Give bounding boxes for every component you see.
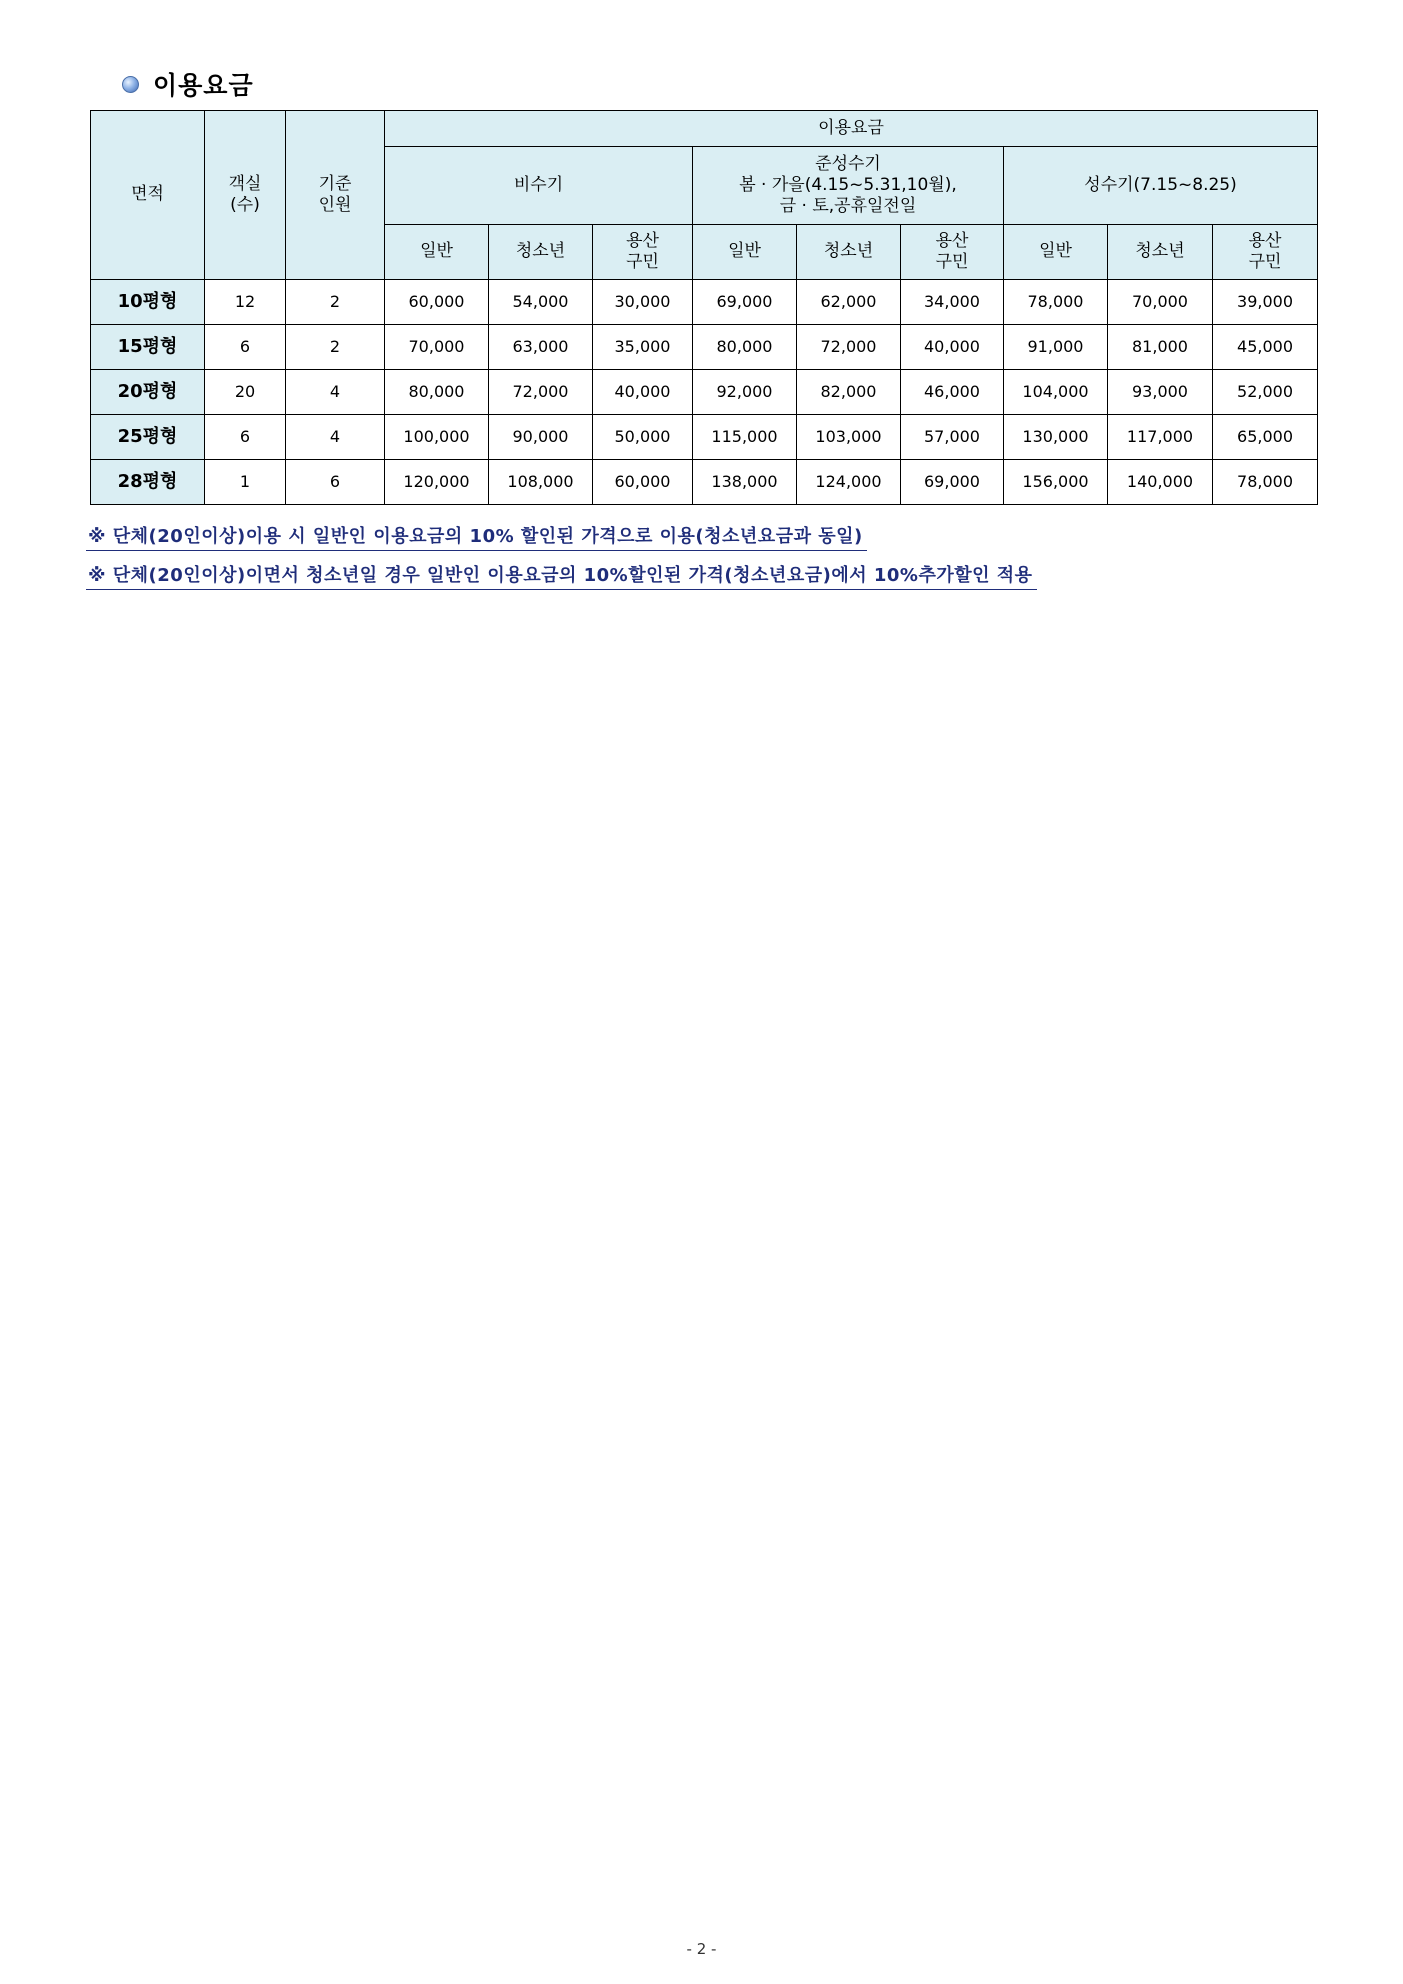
header-general: 일반	[1004, 225, 1108, 280]
price-cell: 130,000	[1004, 415, 1108, 460]
price-cell: 156,000	[1004, 460, 1108, 505]
price-cell: 70,000	[385, 325, 489, 370]
table-row	[91, 415, 1318, 460]
header-mid-season: 준성수기 봄 · 가을(4.15~5.31,10월), 금 · 토,공휴일전일	[693, 147, 1004, 225]
price-cell: 30,000	[593, 280, 693, 325]
section-title-text: 이용요금	[153, 71, 254, 100]
price-cell: 81,000	[1108, 325, 1213, 370]
price-cell: 69,000	[901, 460, 1004, 505]
header-off-season: 비수기	[385, 147, 693, 225]
price-cell: 92,000	[693, 370, 797, 415]
price-cell: 70,000	[1108, 280, 1213, 325]
header-area: 면적	[91, 111, 205, 280]
note-group-discount: ※ 단체(20인이상)이용 시 일반인 이용요금의 10% 할인된 가격으로 이용(청소년요금과 동일)	[86, 522, 867, 551]
price-cell: 72,000	[797, 325, 901, 370]
header-youth: 청소년	[489, 225, 593, 280]
area-cell: 20평형	[91, 370, 205, 415]
price-cell: 45,000	[1213, 325, 1318, 370]
table-row	[91, 280, 1318, 325]
table-row	[91, 325, 1318, 370]
circle-bullet-icon	[122, 76, 139, 93]
area-cell: 15평형	[91, 325, 205, 370]
price-cell: 46,000	[901, 370, 1004, 415]
rooms-cell: 6	[205, 415, 286, 460]
price-cell: 57,000	[901, 415, 1004, 460]
header-fee: 이용요금	[385, 111, 1318, 147]
price-cell: 100,000	[385, 415, 489, 460]
price-cell: 40,000	[593, 370, 693, 415]
price-cell: 104,000	[1004, 370, 1108, 415]
area-cell: 10평형	[91, 280, 205, 325]
price-cell: 93,000	[1108, 370, 1213, 415]
header-peak-season: 성수기(7.15~8.25)	[1004, 147, 1318, 225]
standard-persons-cell: 4	[286, 415, 385, 460]
price-cell: 40,000	[901, 325, 1004, 370]
price-cell: 115,000	[693, 415, 797, 460]
table-row	[91, 460, 1318, 505]
price-cell: 90,000	[489, 415, 593, 460]
table-row	[91, 370, 1318, 415]
price-cell: 34,000	[901, 280, 1004, 325]
price-cell: 72,000	[489, 370, 593, 415]
header-youth: 청소년	[1108, 225, 1213, 280]
price-cell: 78,000	[1004, 280, 1108, 325]
price-cell: 80,000	[693, 325, 797, 370]
price-cell: 35,000	[593, 325, 693, 370]
price-cell: 124,000	[797, 460, 901, 505]
price-cell: 78,000	[1213, 460, 1318, 505]
price-cell: 117,000	[1108, 415, 1213, 460]
header-general: 일반	[693, 225, 797, 280]
price-cell: 62,000	[797, 280, 901, 325]
price-cell: 50,000	[593, 415, 693, 460]
price-cell: 103,000	[797, 415, 901, 460]
price-cell: 108,000	[489, 460, 593, 505]
price-cell: 69,000	[693, 280, 797, 325]
header-resident: 용산 구민	[593, 225, 693, 280]
page-number: - 2 -	[686, 1940, 717, 1958]
rooms-cell: 6	[205, 325, 286, 370]
price-cell: 120,000	[385, 460, 489, 505]
rooms-cell: 20	[205, 370, 286, 415]
price-cell: 82,000	[797, 370, 901, 415]
section-title	[122, 66, 254, 102]
header-rooms: 객실 (수)	[205, 111, 286, 280]
header-resident: 용산 구민	[1213, 225, 1318, 280]
header-general: 일반	[385, 225, 489, 280]
header-youth: 청소년	[797, 225, 901, 280]
price-cell: 60,000	[385, 280, 489, 325]
price-cell: 138,000	[693, 460, 797, 505]
price-cell: 52,000	[1213, 370, 1318, 415]
standard-persons-cell: 2	[286, 280, 385, 325]
price-cell: 65,000	[1213, 415, 1318, 460]
price-cell: 140,000	[1108, 460, 1213, 505]
standard-persons-cell: 2	[286, 325, 385, 370]
price-cell: 91,000	[1004, 325, 1108, 370]
standard-persons-cell: 4	[286, 370, 385, 415]
price-cell: 39,000	[1213, 280, 1318, 325]
price-cell: 60,000	[593, 460, 693, 505]
area-cell: 25평형	[91, 415, 205, 460]
price-cell: 80,000	[385, 370, 489, 415]
standard-persons-cell: 6	[286, 460, 385, 505]
fee-table	[90, 110, 1318, 505]
header-resident: 용산 구민	[901, 225, 1004, 280]
price-cell: 63,000	[489, 325, 593, 370]
header-standard-persons: 기준 인원	[286, 111, 385, 280]
rooms-cell: 12	[205, 280, 286, 325]
area-cell: 28평형	[91, 460, 205, 505]
price-cell: 54,000	[489, 280, 593, 325]
note-group-youth-discount: ※ 단체(20인이상)이면서 청소년일 경우 일반인 이용요금의 10%할인된 가격(청소년요금)에서 10%추가할인 적용	[86, 561, 1037, 590]
rooms-cell: 1	[205, 460, 286, 505]
